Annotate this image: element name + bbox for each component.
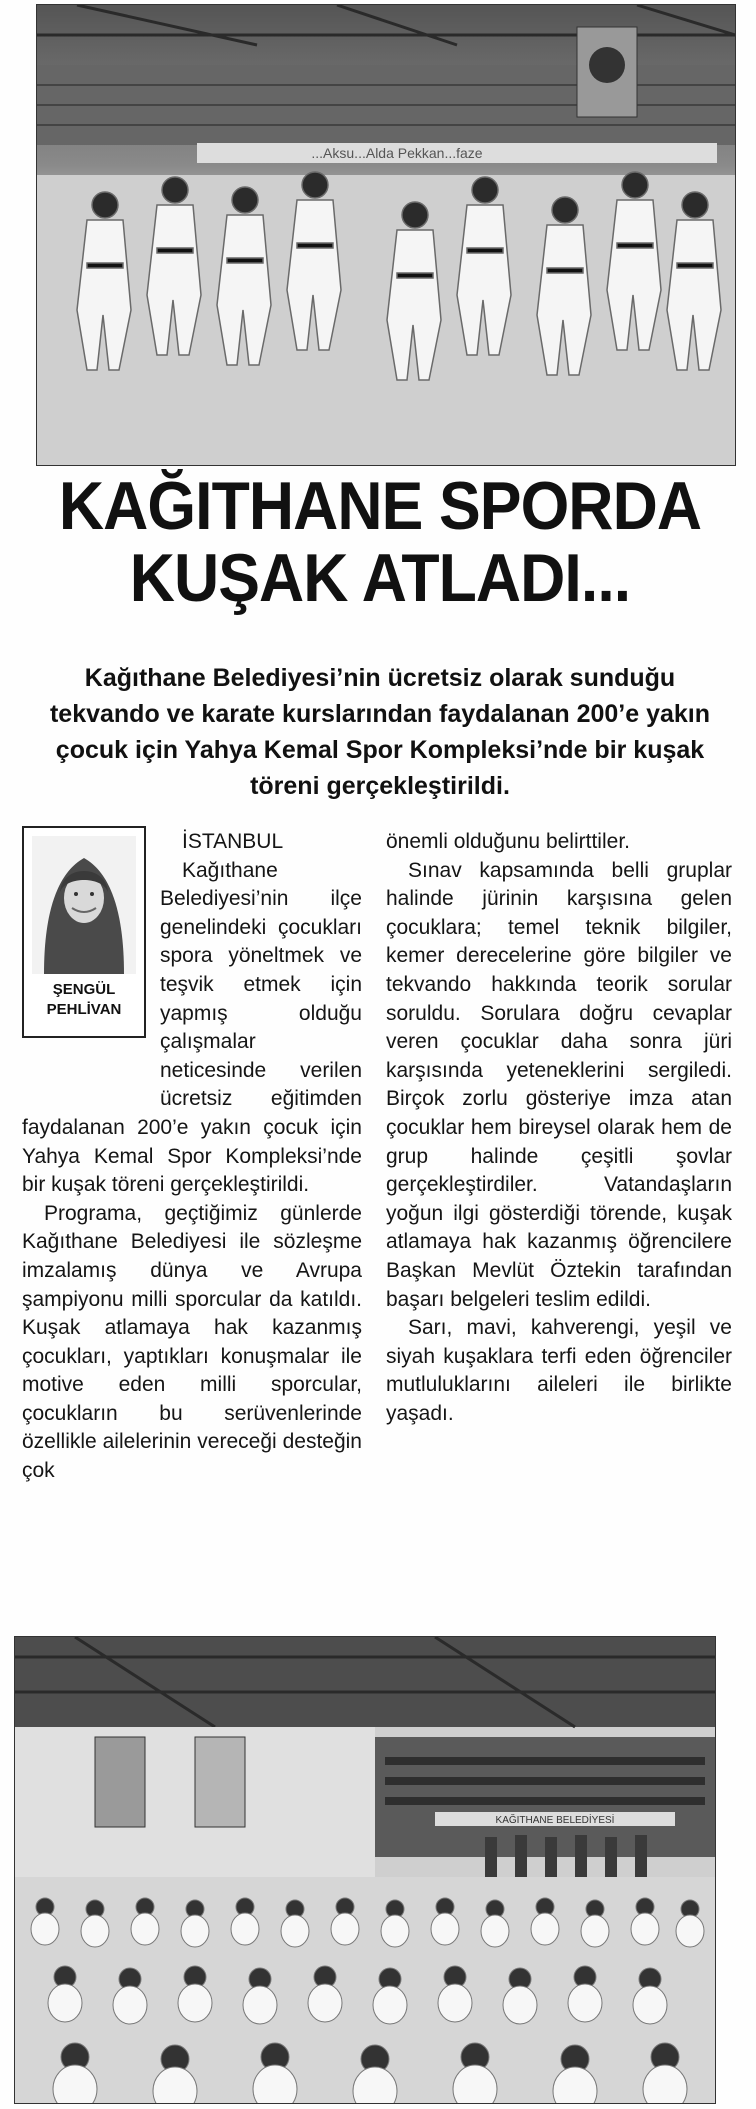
article-paragraph-1: Kağıthane Belediyesi’nin ilçe genelindeki çocukları spora yöneltmek ve teşvik etmek için yapmış olduğu çalışmalar neticesinde verilen ücretsiz eğitimden faydalanan 200’e yakın çocuk için Yahya Kemal Spor Kompleksi’nde bir kuşak töreni gerçekleştirildi.	[22, 858, 362, 1197]
article-paragraph-3: Sınav kapsamında belli gruplar halinde jürinin karşısına gelen çocuklara; temel teknik bilgiler, kemer derecelerine göre bilgiler ve tekvando hakkında teorik sorular soruldu. Sorulara doğru cevaplar veren çocuklar daha sonra jüri karşısında yeteneklerini sergiledi. Birçok zorlu gösteriye imza atan çocuklar hem bireysel olarak hem de grup halinde çeşitli şovlar gerçekleştirdiler. Vatandaşların yoğun ilgi gösterdiği törende, kuşak atlamaya hak kazanmış öğrencilere Başkan Mevlüt Öztekin tarafından başarı belgeleri teslim edildi.	[386, 858, 732, 1311]
article-paragraph-2: Programa, geçtiğimiz günlerde Kağıthane Belediyesi ile sözleşme imzalamış dünya ve Avrupa şampiyonu milli sporcular da katıldı. Kuşak atlamaya hak kazanmış çocukları, yaptıkları konuşmalar ile motive eden milli sporcular, çocukların bu serüvenlerinde özellikle ailelerinin vereceği desteğin çok	[22, 1201, 362, 1483]
top-photo	[36, 4, 736, 466]
hall-banner-text: KAĞITHANE BELEDİYESİ	[495, 1815, 615, 1826]
author-last-name: PEHLİVAN	[46, 1001, 122, 1018]
article-paragraph-2-continued: önemli olduğunu belirttiler.	[386, 830, 630, 853]
ceremony-hall-illustration	[15, 1637, 715, 2103]
article-column-left	[22, 828, 362, 1486]
dateline-city: İSTANBUL	[182, 830, 284, 853]
headline	[58, 470, 702, 614]
deck-summary: Kağıthane Belediyesi’nin ücretsiz olarak sunduğu tekvando ve karate kurslarından faydalanan 200’e yakın çocuk için Yahya Kemal Spor Kompleksi’nde bir kuşak töreni gerçekleştirildi.	[49, 664, 711, 800]
headline-line-1: KAĞITHANE SPORDA	[58, 468, 702, 544]
martial-arts-class-illustration	[37, 5, 735, 465]
article-paragraph-4: Sarı, mavi, kahverengi, yeşil ve siyah kuşaklara terfi eden öğrenciler mutluluklarını aileleri ile birlikte yaşadı.	[386, 1316, 732, 1425]
bottom-photo	[14, 1636, 716, 2104]
banner-text: ...Aksu...Alda Pekkan...faze	[311, 145, 483, 161]
headline-line-2: KUŞAK ATLADI...	[129, 540, 631, 616]
article-column-right	[386, 828, 732, 1428]
author-first-name: ŞENGÜL	[52, 981, 116, 998]
